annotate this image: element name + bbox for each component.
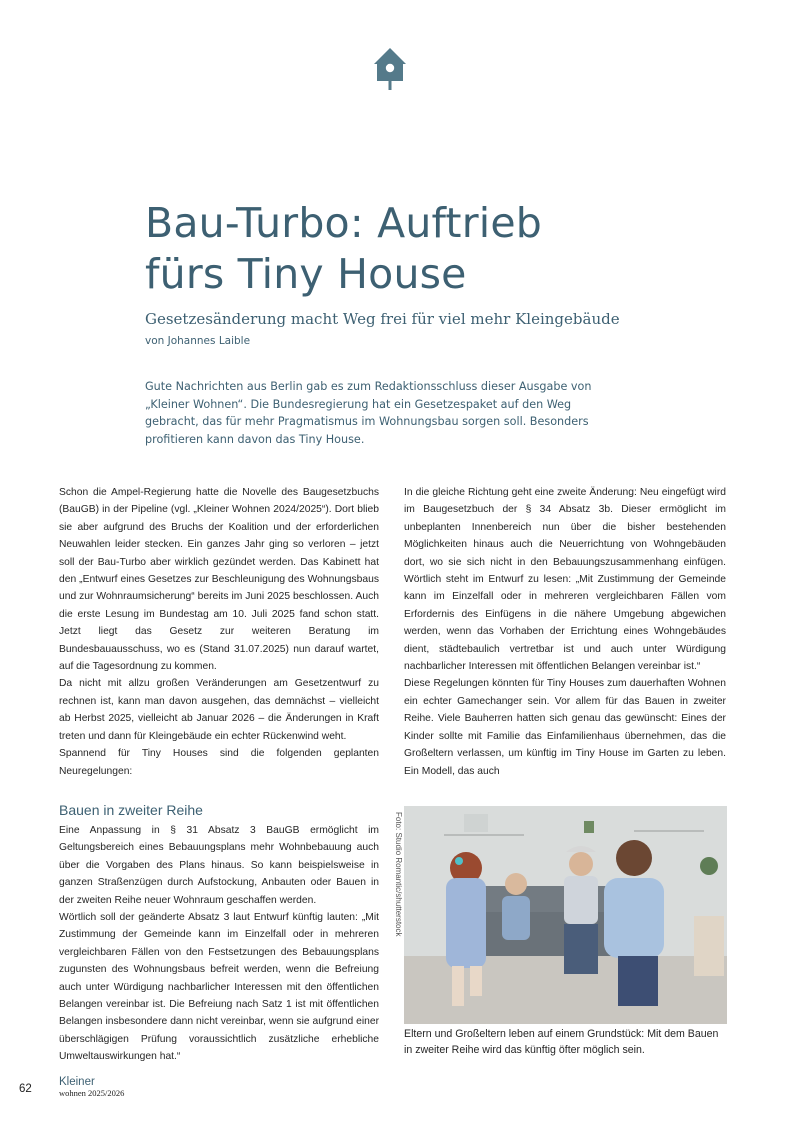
magazine-issue: wohnen 2025/2026	[59, 1088, 125, 1098]
photo-credit: Foto: Studio Romantic/shutterstock	[394, 812, 403, 937]
magazine-logo	[59, 1077, 124, 1099]
body-column-left-bottom	[59, 822, 379, 1066]
byline: von Johannes Laible	[145, 335, 251, 347]
paragraph: Diese Regelungen könnten für Tiny Houses zum dauerhaften Wohnen ein echter Gamechanger sein. Vor allem für das Bauen in zweiter Reihe. Viele Bauherren hatten sich genau das gewünscht: Eines der Kinder sollte mit Familie das Einfamilienhaus übernehmen, das die Großeltern verlassen, um künftig im Tiny House im Garten zu leben. Ein Modell, das auch	[404, 678, 726, 777]
paragraph: Da nicht mit allzu großen Veränderungen am Gesetzentwurf zu rechnen ist, kann man davon ausgehen, das demnächst – vielleicht ab Herbst 2025, vielleicht ab Januar 2026 – die Änderungen in Kraft treten und dann für Kleingebäude ein echter Rückenwind weht.	[59, 678, 379, 742]
title-line-2: fürs Tiny House	[145, 250, 467, 298]
paragraph: In die gleiche Richtung geht eine zweite Änderung: Neu eingefügt wird im Baugesetzbuch der § 34 Absatz 3b. Dieser ermöglicht im unbeplanten Innenbereich nun über die bisher bestehenden Möglichkeiten hinaus auch die Neuerrichtung von Wohngebäuden dort, wo sie sich nicht in den Bebauungszusammenhang einfügen. Wörtlich steht im Entwurf zu lesen: „Mit Zustimmung der Gemeinde kann im Einzelfall oder in mehreren vergleichbaren Fällen vom Erfordernis des Einfügens in die nähere Umgebung abgewichen werden, wenn das Vorhaben der Errichtung eines Wohngebäudes dient, städtebaulich vertretbar ist und auch unter Würdigung nachbarlicher Interessen mit öffentlichen Belangen vereinbar ist.“	[404, 487, 726, 673]
article-title	[145, 198, 705, 300]
page-number: 62	[19, 1083, 32, 1095]
title-line-1: Bau-Turbo: Auftrieb	[145, 199, 543, 247]
lead-paragraph: Gute Nachrichten aus Berlin gab es zum Redaktionsschluss dieser Ausgabe von „Kleiner Wohnen“. Die Bundesregierung hat ein Gesetzespaket auf den Weg gebracht, das für mehr Pragmatismus im Wohnungsbau sorgen soll. Besonders profitieren kann davon das Tiny House.	[145, 380, 592, 446]
body-column-left-top	[59, 484, 379, 780]
paragraph: Eine Anpassung in § 31 Absatz 3 BauGB ermöglicht im Geltungsbereich eines Bebauungsplans mehr Wohnbebauung auch über die Vorgaben des Plans hinaus. So kann beispielsweise in ganzen Straßenzügen durch Aufstockung, Anbauten oder Bauen in der zweiten Reihe neuer Wohnraum geschaffen werden.	[59, 825, 379, 906]
section-heading: Bauen in zweiter Reihe	[59, 802, 203, 818]
paragraph: Wörtlich soll der geänderte Absatz 3 laut Entwurf künftig lauten: „Mit Zustimmung der Gemeinde kann im Einzelfall oder in mehreren vergleichbaren Fällen von den Festsetzungen des Bebauungsplans zugunsten des Wohnungsbaus befreit werden, wenn die Befreiung auch unter Würdigung nachbarlicher Interessen mit den öffentlichen Belangen vereinbar ist. Die Befreiung nach Satz 1 ist mit öffentlichen Belangen insbesondere dann nicht vereinbar, wenn sie aufgrund einer überschlägigen Prüfung voraussichtlich zusätzliche erhebliche Umweltauswirkungen hat.“	[59, 912, 379, 1063]
article-subtitle: Gesetzesänderung macht Weg frei für viel mehr Kleingebäude	[145, 310, 620, 328]
paragraph: Spannend für Tiny Houses sind die folgenden geplanten Neuregelungen:	[59, 748, 379, 777]
birdhouse-icon	[373, 47, 407, 91]
body-column-right	[404, 484, 726, 780]
family-photo	[404, 806, 727, 1024]
photo-caption: Eltern und Großeltern leben auf einem Grundstück: Mit dem Bauen in zweiter Reihe wird das künftig öfter möglich sein.	[404, 1028, 719, 1056]
magazine-name: Kleiner	[59, 1076, 95, 1088]
paragraph: Schon die Ampel-Regierung hatte die Novelle des Baugesetzbuchs (BauGB) in der Pipeline (vgl. „Kleiner Wohnen 2024/2025“). Dort blieb sie aber aufgrund des Bruchs der Koalition und der erforderlichen Neuwahlen leider stecken. Ein ganzes Jahr ging so verloren – jetzt soll der Bau-Turbo aber wirklich gezündet werden. Das Kabinett hat den „Entwurf eines Gesetzes zur Beschleunigung des Wohnungsbaus und zur Wohnraumsicherung“ bereits im Juni 2025 beschlossen. Auch die erste Lesung im Bundestag am 10. Juli 2025 fand schon statt. Jetzt liegt das Gesetz zur weiteren Beratung im Bundesbauausschuss, wo es (Stand 31.07.2025) nun darauf wartet, auf die Tagesordnung zu kommen.	[59, 487, 379, 673]
